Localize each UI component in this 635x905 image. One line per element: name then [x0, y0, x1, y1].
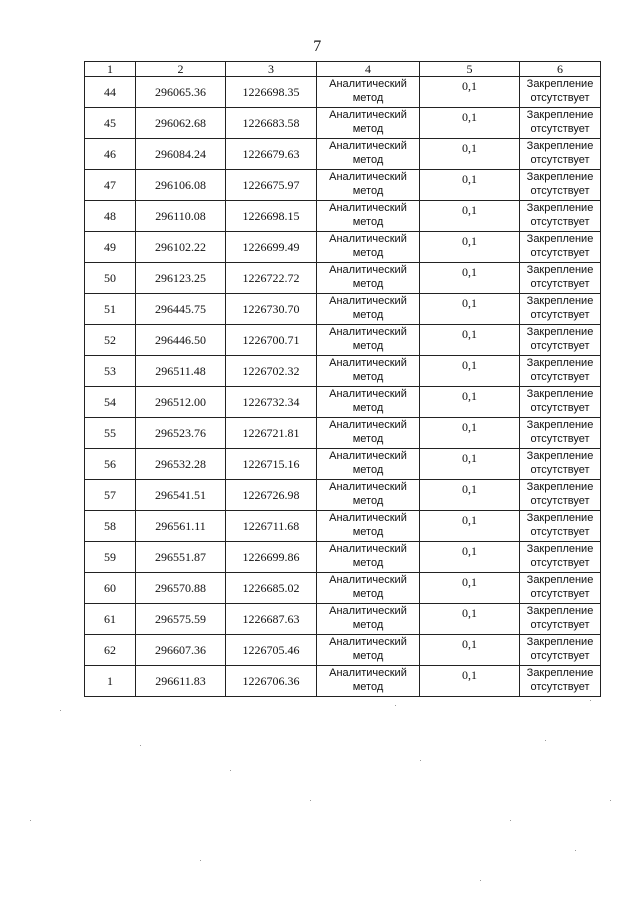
- coordinates-table: [84, 61, 601, 697]
- method-line-2: метод: [352, 123, 384, 135]
- coordinate-x: 296446.50: [136, 325, 226, 356]
- coordinate-y: 1226700.71: [226, 325, 317, 356]
- method-line-2: метод: [352, 588, 384, 600]
- scan-speck: [310, 800, 311, 801]
- determination-method: [317, 77, 420, 108]
- fixing-line-2: отсутствует: [530, 309, 590, 321]
- fixing-line-1: Закрепление: [526, 450, 594, 462]
- method-line-2: метод: [352, 557, 384, 569]
- fixing-line-2: отсутствует: [530, 464, 590, 476]
- fixing-description: [520, 635, 601, 666]
- fixing-line-2: отсутствует: [530, 216, 590, 228]
- determination-method: [317, 449, 420, 480]
- point-number: 52: [85, 325, 136, 356]
- coordinate-x: 296551.87: [136, 542, 226, 573]
- table-row: [85, 139, 601, 170]
- fixing-line-1: Закрепление: [526, 140, 594, 152]
- accuracy-value: 0,1: [420, 449, 520, 480]
- method-line-1: Аналитический: [329, 357, 407, 369]
- scan-speck: [510, 820, 511, 821]
- accuracy-value: 0,1: [420, 139, 520, 170]
- scan-speck: [30, 820, 31, 821]
- determination-method: [317, 542, 420, 573]
- fixing-description: [520, 542, 601, 573]
- determination-method: [317, 480, 420, 511]
- coordinate-y: 1226687.63: [226, 604, 317, 635]
- method-line-2: метод: [352, 650, 384, 662]
- determination-method: [317, 294, 420, 325]
- coordinate-x: 296062.68: [136, 108, 226, 139]
- fixing-line-2: отсутствует: [530, 681, 590, 693]
- coordinate-x: 296532.28: [136, 449, 226, 480]
- point-number: 45: [85, 108, 136, 139]
- point-number: 51: [85, 294, 136, 325]
- point-number: 61: [85, 604, 136, 635]
- determination-method: [317, 635, 420, 666]
- coordinate-x: 296106.08: [136, 170, 226, 201]
- coordinate-y: 1226699.49: [226, 232, 317, 263]
- accuracy-value: 0,1: [420, 170, 520, 201]
- coordinate-y: 1226722.72: [226, 263, 317, 294]
- coordinate-y: 1226685.02: [226, 573, 317, 604]
- determination-method: [317, 356, 420, 387]
- table-row: [85, 232, 601, 263]
- accuracy-value: 0,1: [420, 542, 520, 573]
- coordinate-x: 296575.59: [136, 604, 226, 635]
- point-number: 54: [85, 387, 136, 418]
- method-line-2: метод: [352, 247, 384, 259]
- determination-method: [317, 511, 420, 542]
- fixing-line-1: Закрепление: [526, 543, 594, 555]
- table-row: [85, 356, 601, 387]
- fixing-description: [520, 108, 601, 139]
- coordinate-x: 296523.76: [136, 418, 226, 449]
- fixing-line-1: Закрепление: [526, 605, 594, 617]
- determination-method: [317, 108, 420, 139]
- determination-method: [317, 170, 420, 201]
- method-line-1: Аналитический: [329, 109, 407, 121]
- method-line-2: метод: [352, 92, 384, 104]
- fixing-description: [520, 263, 601, 294]
- method-line-1: Аналитический: [329, 481, 407, 493]
- coordinate-x: 296102.22: [136, 232, 226, 263]
- column-header-3: 3: [226, 62, 317, 77]
- determination-method: [317, 666, 420, 697]
- method-line-2: метод: [352, 309, 384, 321]
- table-row: [85, 387, 601, 418]
- scan-speck: [140, 745, 141, 746]
- table-row: [85, 263, 601, 294]
- method-line-2: метод: [352, 371, 384, 383]
- point-number: 46: [85, 139, 136, 170]
- scan-speck: [590, 700, 591, 701]
- table-row: [85, 294, 601, 325]
- coordinate-y: 1226721.81: [226, 418, 317, 449]
- accuracy-value: 0,1: [420, 387, 520, 418]
- coordinate-x: 296611.83: [136, 666, 226, 697]
- fixing-description: [520, 294, 601, 325]
- accuracy-value: 0,1: [420, 325, 520, 356]
- method-line-1: Аналитический: [329, 295, 407, 307]
- coordinate-x: 296065.36: [136, 77, 226, 108]
- column-header-6: 6: [520, 62, 601, 77]
- fixing-line-1: Закрепление: [526, 171, 594, 183]
- fixing-line-2: отсутствует: [530, 92, 590, 104]
- determination-method: [317, 387, 420, 418]
- table-row: [85, 604, 601, 635]
- fixing-line-2: отсутствует: [530, 557, 590, 569]
- coordinate-x: 296607.36: [136, 635, 226, 666]
- table-row: [85, 201, 601, 232]
- fixing-line-1: Закрепление: [526, 295, 594, 307]
- method-line-1: Аналитический: [329, 202, 407, 214]
- point-number: 56: [85, 449, 136, 480]
- determination-method: [317, 201, 420, 232]
- point-number: 59: [85, 542, 136, 573]
- column-header-5: 5: [420, 62, 520, 77]
- fixing-description: [520, 77, 601, 108]
- scan-speck: [60, 710, 61, 711]
- table-row: [85, 418, 601, 449]
- fixing-line-1: Закрепление: [526, 388, 594, 400]
- table-row: [85, 480, 601, 511]
- fixing-description: [520, 418, 601, 449]
- fixing-description: [520, 604, 601, 635]
- accuracy-value: 0,1: [420, 263, 520, 294]
- fixing-line-1: Закрепление: [526, 512, 594, 524]
- coordinate-y: 1226702.32: [226, 356, 317, 387]
- fixing-line-1: Закрепление: [526, 109, 594, 121]
- fixing-line-2: отсутствует: [530, 185, 590, 197]
- fixing-line-1: Закрепление: [526, 264, 594, 276]
- fixing-line-2: отсутствует: [530, 495, 590, 507]
- point-number: 58: [85, 511, 136, 542]
- coordinate-y: 1226705.46: [226, 635, 317, 666]
- method-line-2: метод: [352, 464, 384, 476]
- method-line-1: Аналитический: [329, 264, 407, 276]
- table-row: [85, 573, 601, 604]
- accuracy-value: 0,1: [420, 666, 520, 697]
- scan-speck: [575, 850, 576, 851]
- point-number: 47: [85, 170, 136, 201]
- coordinate-y: 1226679.63: [226, 139, 317, 170]
- column-header-1: 1: [85, 62, 136, 77]
- method-line-1: Аналитический: [329, 512, 407, 524]
- method-line-2: метод: [352, 681, 384, 693]
- coordinate-y: 1226726.98: [226, 480, 317, 511]
- accuracy-value: 0,1: [420, 573, 520, 604]
- fixing-line-2: отсутствует: [530, 433, 590, 445]
- fixing-line-2: отсутствует: [530, 247, 590, 259]
- point-number: 1: [85, 666, 136, 697]
- table-row: [85, 542, 601, 573]
- scan-speck: [200, 860, 201, 861]
- method-line-2: метод: [352, 185, 384, 197]
- table-row: [85, 108, 601, 139]
- method-line-2: метод: [352, 526, 384, 538]
- method-line-2: метод: [352, 402, 384, 414]
- fixing-description: [520, 170, 601, 201]
- fixing-line-2: отсутствует: [530, 650, 590, 662]
- coordinate-x: 296110.08: [136, 201, 226, 232]
- fixing-line-1: Закрепление: [526, 357, 594, 369]
- method-line-1: Аналитический: [329, 78, 407, 90]
- table-row: [85, 511, 601, 542]
- coordinate-x: 296084.24: [136, 139, 226, 170]
- scan-speck: [230, 770, 231, 771]
- determination-method: [317, 418, 420, 449]
- table-row: [85, 666, 601, 697]
- table-row: [85, 77, 601, 108]
- method-line-1: Аналитический: [329, 171, 407, 183]
- accuracy-value: 0,1: [420, 418, 520, 449]
- fixing-description: [520, 573, 601, 604]
- accuracy-value: 0,1: [420, 232, 520, 263]
- fixing-description: [520, 449, 601, 480]
- determination-method: [317, 325, 420, 356]
- point-number: 55: [85, 418, 136, 449]
- scan-speck: [420, 760, 421, 761]
- point-number: 60: [85, 573, 136, 604]
- point-number: 50: [85, 263, 136, 294]
- fixing-line-1: Закрепление: [526, 419, 594, 431]
- coordinate-x: 296123.25: [136, 263, 226, 294]
- method-line-2: метод: [352, 433, 384, 445]
- method-line-2: метод: [352, 340, 384, 352]
- method-line-1: Аналитический: [329, 140, 407, 152]
- coordinate-y: 1226706.36: [226, 666, 317, 697]
- fixing-description: [520, 232, 601, 263]
- fixing-description: [520, 201, 601, 232]
- coordinate-x: 296512.00: [136, 387, 226, 418]
- fixing-line-1: Закрепление: [526, 78, 594, 90]
- coordinate-y: 1226675.97: [226, 170, 317, 201]
- method-line-1: Аналитический: [329, 419, 407, 431]
- scan-speck: [545, 740, 546, 741]
- fixing-description: [520, 325, 601, 356]
- page-number: 7: [313, 38, 322, 55]
- accuracy-value: 0,1: [420, 604, 520, 635]
- point-number: 62: [85, 635, 136, 666]
- fixing-line-2: отсутствует: [530, 371, 590, 383]
- fixing-description: [520, 666, 601, 697]
- point-number: 48: [85, 201, 136, 232]
- method-line-2: метод: [352, 154, 384, 166]
- method-line-1: Аналитический: [329, 605, 407, 617]
- method-line-1: Аналитический: [329, 388, 407, 400]
- table-body: [85, 77, 601, 697]
- point-number: 44: [85, 77, 136, 108]
- method-line-2: метод: [352, 495, 384, 507]
- coordinate-x: 296570.88: [136, 573, 226, 604]
- fixing-line-2: отсутствует: [530, 526, 590, 538]
- determination-method: [317, 139, 420, 170]
- method-line-1: Аналитический: [329, 326, 407, 338]
- method-line-2: метод: [352, 216, 384, 228]
- method-line-2: метод: [352, 619, 384, 631]
- scan-speck: [480, 880, 481, 881]
- table-row: [85, 635, 601, 666]
- fixing-description: [520, 511, 601, 542]
- fixing-line-1: Закрепление: [526, 202, 594, 214]
- fixing-line-2: отсутствует: [530, 402, 590, 414]
- coordinate-y: 1226698.35: [226, 77, 317, 108]
- method-line-1: Аналитический: [329, 667, 407, 679]
- coordinate-y: 1226715.16: [226, 449, 317, 480]
- fixing-line-2: отсутствует: [530, 278, 590, 290]
- scan-speck: [395, 705, 396, 706]
- method-line-1: Аналитический: [329, 574, 407, 586]
- point-number: 57: [85, 480, 136, 511]
- method-line-1: Аналитический: [329, 543, 407, 555]
- point-number: 53: [85, 356, 136, 387]
- table-row: [85, 449, 601, 480]
- accuracy-value: 0,1: [420, 356, 520, 387]
- column-header-4: 4: [317, 62, 420, 77]
- coordinate-y: 1226699.86: [226, 542, 317, 573]
- method-line-1: Аналитический: [329, 636, 407, 648]
- table-row: [85, 170, 601, 201]
- fixing-line-2: отсутствует: [530, 123, 590, 135]
- accuracy-value: 0,1: [420, 294, 520, 325]
- accuracy-value: 0,1: [420, 635, 520, 666]
- determination-method: [317, 604, 420, 635]
- fixing-line-2: отсутствует: [530, 588, 590, 600]
- fixing-description: [520, 387, 601, 418]
- point-number: 49: [85, 232, 136, 263]
- method-line-2: метод: [352, 278, 384, 290]
- method-line-1: Аналитический: [329, 450, 407, 462]
- determination-method: [317, 573, 420, 604]
- column-header-2: 2: [136, 62, 226, 77]
- fixing-line-1: Закрепление: [526, 233, 594, 245]
- coordinate-y: 1226683.58: [226, 108, 317, 139]
- coordinate-y: 1226711.68: [226, 511, 317, 542]
- coordinate-x: 296511.48: [136, 356, 226, 387]
- accuracy-value: 0,1: [420, 480, 520, 511]
- accuracy-value: 0,1: [420, 201, 520, 232]
- coordinate-x: 296561.11: [136, 511, 226, 542]
- table-row: [85, 325, 601, 356]
- fixing-line-1: Закрепление: [526, 481, 594, 493]
- table-header-row: [85, 62, 601, 77]
- accuracy-value: 0,1: [420, 511, 520, 542]
- accuracy-value: 0,1: [420, 108, 520, 139]
- fixing-description: [520, 356, 601, 387]
- method-line-1: Аналитический: [329, 233, 407, 245]
- determination-method: [317, 232, 420, 263]
- fixing-line-2: отсутствует: [530, 340, 590, 352]
- fixing-line-1: Закрепление: [526, 574, 594, 586]
- fixing-line-2: отсутствует: [530, 154, 590, 166]
- fixing-line-1: Закрепление: [526, 667, 594, 679]
- coordinate-y: 1226730.70: [226, 294, 317, 325]
- fixing-line-1: Закрепление: [526, 636, 594, 648]
- determination-method: [317, 263, 420, 294]
- fixing-description: [520, 139, 601, 170]
- fixing-line-2: отсутствует: [530, 619, 590, 631]
- fixing-description: [520, 480, 601, 511]
- coordinate-x: 296445.75: [136, 294, 226, 325]
- coordinate-y: 1226732.34: [226, 387, 317, 418]
- fixing-line-1: Закрепление: [526, 326, 594, 338]
- coordinate-y: 1226698.15: [226, 201, 317, 232]
- scan-speck: [610, 800, 611, 801]
- coordinate-x: 296541.51: [136, 480, 226, 511]
- accuracy-value: 0,1: [420, 77, 520, 108]
